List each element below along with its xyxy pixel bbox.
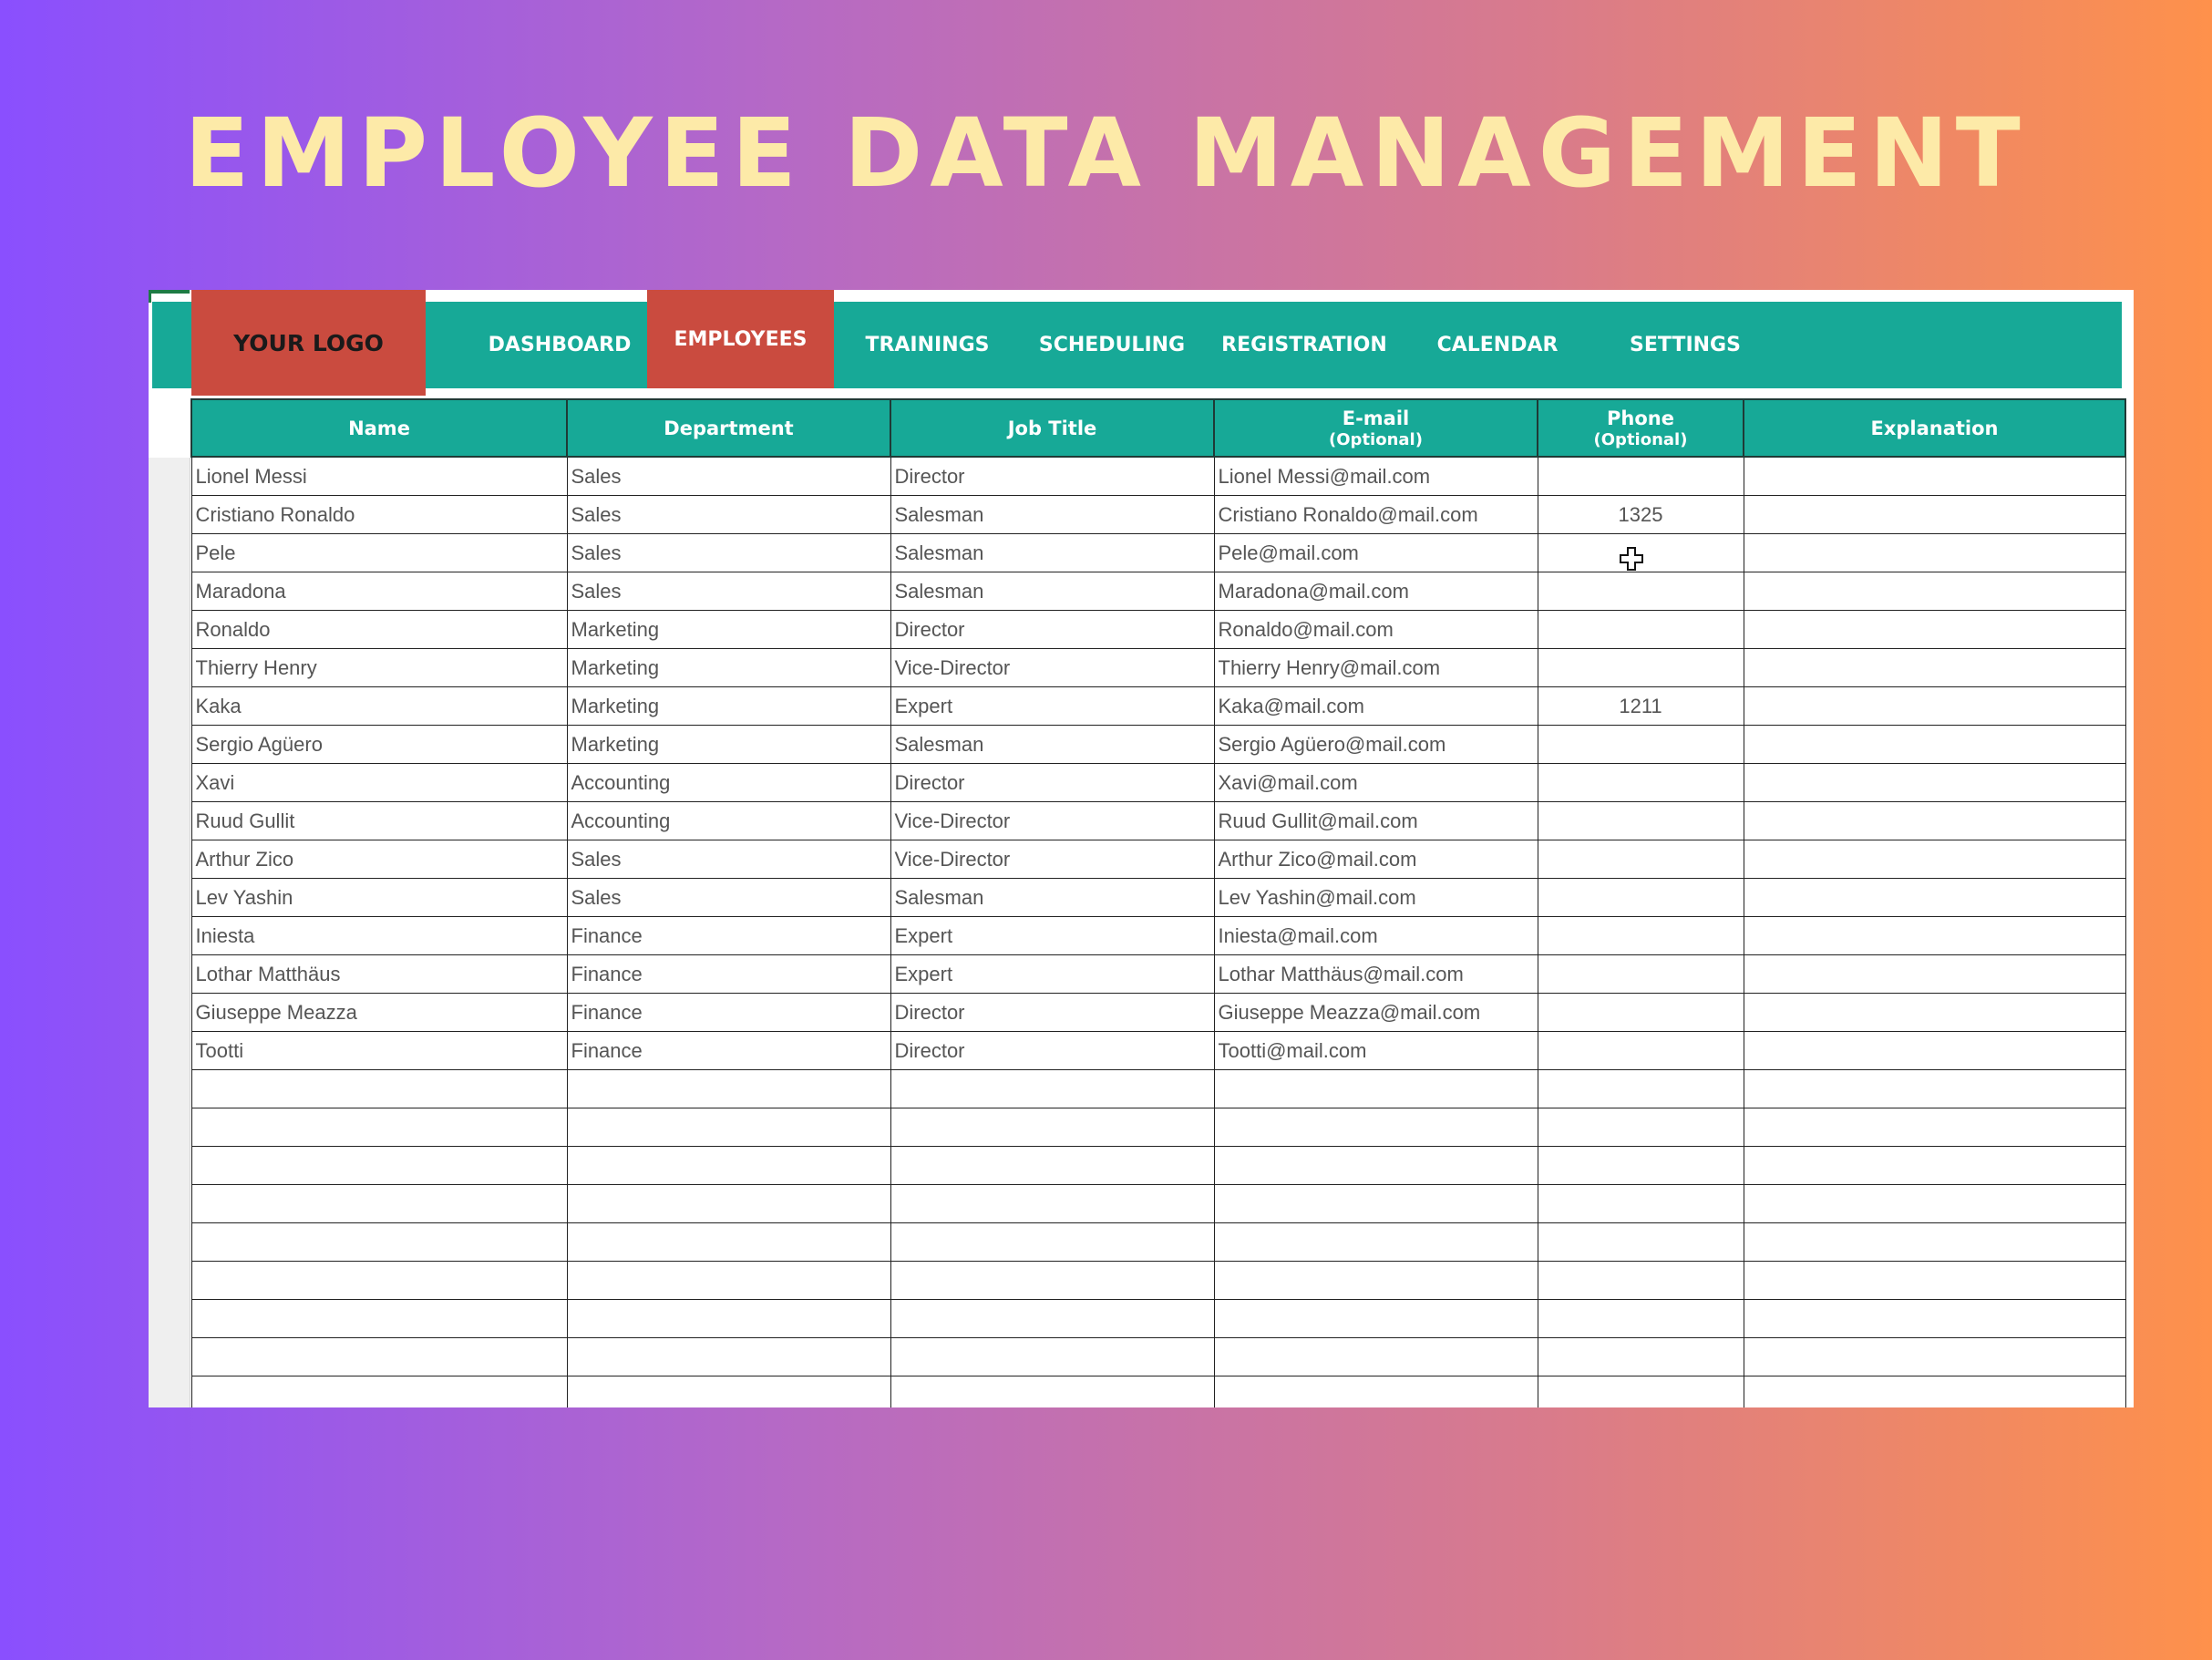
table-row <box>191 1032 2125 1070</box>
cell-explanation[interactable] <box>1744 572 2125 611</box>
empty-cell[interactable] <box>191 1376 567 1408</box>
table-row <box>191 534 2125 572</box>
cell-phone[interactable] <box>1538 917 1744 955</box>
empty-cell[interactable] <box>890 1223 1214 1262</box>
cell-email[interactable]: Thierry Henry@mail.com <box>1214 649 1538 687</box>
cell-email[interactable]: Tootti@mail.com <box>1214 1032 1538 1070</box>
cell-explanation[interactable] <box>1744 1032 2125 1070</box>
empty-cell[interactable] <box>890 1070 1214 1108</box>
empty-cell[interactable] <box>1214 1108 1538 1147</box>
cell-phone[interactable] <box>1538 994 1744 1032</box>
empty-cell[interactable] <box>1538 1147 1744 1185</box>
cell-department[interactable]: Sales <box>567 879 890 917</box>
empty-cell[interactable] <box>567 1262 890 1300</box>
empty-cell[interactable] <box>191 1108 567 1147</box>
empty-cell[interactable] <box>1744 1223 2125 1262</box>
cell-name[interactable]: Cristiano Ronaldo <box>191 496 567 534</box>
cell-explanation[interactable] <box>1744 687 2125 726</box>
empty-cell[interactable] <box>1538 1376 1744 1408</box>
empty-cell[interactable] <box>1214 1376 1538 1408</box>
table-row <box>191 764 2125 802</box>
cell-department[interactable]: Sales <box>567 534 890 572</box>
table-row <box>191 726 2125 764</box>
cell-name[interactable]: Ruud Gullit <box>191 802 567 840</box>
cell-explanation[interactable] <box>1744 994 2125 1032</box>
cell-department[interactable]: Sales <box>567 840 890 879</box>
cell-explanation[interactable] <box>1744 496 2125 534</box>
empty-cell[interactable] <box>567 1300 890 1338</box>
cell-name[interactable]: Xavi <box>191 764 567 802</box>
empty-cell[interactable] <box>1538 1262 1744 1300</box>
cell-name[interactable]: Tootti <box>191 1032 567 1070</box>
empty-cell[interactable] <box>1538 1223 1744 1262</box>
cell-job-title[interactable]: Vice-Director <box>890 649 1214 687</box>
empty-table-row <box>191 1262 2125 1300</box>
cell-job-title[interactable]: Salesman <box>890 726 1214 764</box>
header-row <box>191 399 2125 457</box>
cell-explanation[interactable] <box>1744 457 2125 496</box>
cell-department[interactable]: Marketing <box>567 611 890 649</box>
empty-cell[interactable] <box>191 1223 567 1262</box>
cell-department[interactable]: Sales <box>567 457 890 496</box>
header-label: Phone <box>1607 407 1674 429</box>
empty-table-row <box>191 1376 2125 1408</box>
cell-department[interactable]: Finance <box>567 1032 890 1070</box>
nav-scheduling[interactable]: SCHEDULING <box>1038 334 1186 356</box>
cell-phone[interactable] <box>1538 726 1744 764</box>
empty-cell[interactable] <box>1538 1300 1744 1338</box>
cell-job-title[interactable]: Director <box>890 1032 1214 1070</box>
empty-cell[interactable] <box>191 1262 567 1300</box>
table-row <box>191 802 2125 840</box>
column-header-phone[interactable] <box>1538 399 1744 457</box>
empty-table-row <box>191 1185 2125 1223</box>
empty-cell[interactable] <box>1744 1147 2125 1185</box>
cell-name[interactable]: Ronaldo <box>191 611 567 649</box>
empty-cell[interactable] <box>890 1108 1214 1147</box>
cell-name[interactable]: Arthur Zico <box>191 840 567 879</box>
cell-department[interactable]: Marketing <box>567 726 890 764</box>
cell-name[interactable]: Thierry Henry <box>191 649 567 687</box>
header-label: Job Title <box>1007 417 1097 439</box>
cell-job-title[interactable]: Salesman <box>890 572 1214 611</box>
cell-email[interactable]: Cristiano Ronaldo@mail.com <box>1214 496 1538 534</box>
nav-settings[interactable]: SETTINGS <box>1630 334 1741 356</box>
table-row <box>191 879 2125 917</box>
empty-cell[interactable] <box>890 1338 1214 1376</box>
table-row <box>191 840 2125 879</box>
cell-email[interactable]: Iniesta@mail.com <box>1214 917 1538 955</box>
cell-job-title[interactable]: Director <box>890 457 1214 496</box>
empty-cell[interactable] <box>567 1185 890 1223</box>
cell-phone[interactable] <box>1538 611 1744 649</box>
empty-table-row <box>191 1338 2125 1376</box>
cell-explanation[interactable] <box>1744 649 2125 687</box>
cell-email[interactable]: Sergio Agüero@mail.com <box>1214 726 1538 764</box>
empty-cell[interactable] <box>567 1070 890 1108</box>
empty-cell[interactable] <box>1214 1147 1538 1185</box>
empty-cell[interactable] <box>1744 1185 2125 1223</box>
employee-table-wrap <box>190 398 2126 1407</box>
empty-cell[interactable] <box>1538 1338 1744 1376</box>
table-row <box>191 994 2125 1032</box>
empty-cell[interactable] <box>567 1147 890 1185</box>
cell-phone[interactable] <box>1538 879 1744 917</box>
empty-cell[interactable] <box>1214 1262 1538 1300</box>
empty-table-row <box>191 1147 2125 1185</box>
empty-cell[interactable] <box>1214 1223 1538 1262</box>
cell-department[interactable]: Marketing <box>567 687 890 726</box>
cell-name[interactable]: Lionel Messi <box>191 457 567 496</box>
header-sublabel: (Optional) <box>1329 429 1423 449</box>
cell-phone[interactable]: 1211 <box>1538 687 1744 726</box>
empty-table-row <box>191 1300 2125 1338</box>
select-all-corner[interactable] <box>149 290 190 303</box>
cell-department[interactable]: Sales <box>567 572 890 611</box>
cell-job-title[interactable]: Director <box>890 994 1214 1032</box>
cell-job-title[interactable]: Expert <box>890 917 1214 955</box>
empty-cell[interactable] <box>1744 1070 2125 1108</box>
cell-job-title[interactable]: Vice-Director <box>890 840 1214 879</box>
empty-cell[interactable] <box>1538 1185 1744 1223</box>
cell-name[interactable]: Iniesta <box>191 917 567 955</box>
cell-explanation[interactable] <box>1744 917 2125 955</box>
empty-cell[interactable] <box>191 1338 567 1376</box>
cell-department[interactable]: Finance <box>567 917 890 955</box>
empty-cell[interactable] <box>1538 1070 1744 1108</box>
cell-phone[interactable] <box>1538 649 1744 687</box>
header-label: E-mail <box>1342 407 1410 429</box>
cell-name[interactable]: Kaka <box>191 687 567 726</box>
table-row <box>191 457 2125 496</box>
cell-phone[interactable] <box>1538 572 1744 611</box>
empty-cell[interactable] <box>1744 1300 2125 1338</box>
header-sublabel: (Optional) <box>1593 429 1688 449</box>
table-row <box>191 687 2125 726</box>
empty-cell[interactable] <box>1744 1262 2125 1300</box>
empty-cell[interactable] <box>1744 1376 2125 1408</box>
header-label: Name <box>348 417 410 439</box>
table-row <box>191 611 2125 649</box>
cell-name[interactable]: Giuseppe Meazza <box>191 994 567 1032</box>
empty-cell[interactable] <box>567 1108 890 1147</box>
nav-dashboard[interactable]: DASHBOARD <box>488 334 632 356</box>
row-header-gutter <box>149 458 190 1407</box>
cell-phone[interactable] <box>1538 955 1744 994</box>
cell-email[interactable]: Giuseppe Meazza@mail.com <box>1214 994 1538 1032</box>
nav-registration[interactable]: REGISTRATION <box>1221 334 1387 356</box>
empty-cell[interactable] <box>1538 1108 1744 1147</box>
table-row <box>191 496 2125 534</box>
cell-phone[interactable] <box>1538 457 1744 496</box>
cell-phone[interactable] <box>1538 802 1744 840</box>
empty-cell[interactable] <box>1214 1300 1538 1338</box>
empty-cell[interactable] <box>1744 1108 2125 1147</box>
cell-name[interactable]: Lothar Matthäus <box>191 955 567 994</box>
excel-cross-cursor-icon <box>1620 547 1643 571</box>
cell-job-title[interactable]: Expert <box>890 687 1214 726</box>
cell-explanation[interactable] <box>1744 879 2125 917</box>
cell-job-title[interactable]: Salesman <box>890 534 1214 572</box>
cell-email[interactable]: Arthur Zico@mail.com <box>1214 840 1538 879</box>
cell-email[interactable]: Lionel Messi@mail.com <box>1214 457 1538 496</box>
cell-email[interactable]: Ruud Gullit@mail.com <box>1214 802 1538 840</box>
empty-cell[interactable] <box>567 1223 890 1262</box>
cell-explanation[interactable] <box>1744 611 2125 649</box>
cell-job-title[interactable]: Salesman <box>890 496 1214 534</box>
empty-cell[interactable] <box>890 1185 1214 1223</box>
cell-name[interactable]: Maradona <box>191 572 567 611</box>
empty-cell[interactable] <box>1744 1338 2125 1376</box>
table-row <box>191 917 2125 955</box>
empty-cell[interactable] <box>890 1262 1214 1300</box>
empty-cell[interactable] <box>567 1338 890 1376</box>
nav-trainings[interactable]: TRAININGS <box>865 334 990 356</box>
empty-cell[interactable] <box>890 1300 1214 1338</box>
cell-explanation[interactable] <box>1744 802 2125 840</box>
cell-email[interactable]: Pele@mail.com <box>1214 534 1538 572</box>
cell-department[interactable]: Marketing <box>567 649 890 687</box>
cell-phone[interactable] <box>1538 764 1744 802</box>
empty-cell[interactable] <box>191 1147 567 1185</box>
cell-email[interactable]: Maradona@mail.com <box>1214 572 1538 611</box>
empty-table-row <box>191 1223 2125 1262</box>
cell-explanation[interactable] <box>1744 764 2125 802</box>
header-label: Explanation <box>1870 417 1999 439</box>
cell-name[interactable]: Sergio Agüero <box>191 726 567 764</box>
cell-job-title[interactable]: Salesman <box>890 879 1214 917</box>
column-header-email[interactable] <box>1214 399 1538 457</box>
table-row <box>191 955 2125 994</box>
empty-table-row <box>191 1108 2125 1147</box>
column-header-explanation[interactable] <box>1744 399 2125 457</box>
empty-cell[interactable] <box>890 1376 1214 1408</box>
empty-cell[interactable] <box>191 1070 567 1108</box>
cell-department[interactable]: Finance <box>567 955 890 994</box>
nav-calendar[interactable]: CALENDAR <box>1436 334 1559 356</box>
column-header-department[interactable] <box>567 399 890 457</box>
cell-department[interactable]: Sales <box>567 496 890 534</box>
cell-email[interactable]: Lothar Matthäus@mail.com <box>1214 955 1538 994</box>
table-row <box>191 572 2125 611</box>
nav-employees[interactable]: EMPLOYEES <box>647 290 834 388</box>
cell-phone[interactable] <box>1538 840 1744 879</box>
empty-cell[interactable] <box>1214 1338 1538 1376</box>
logo-placeholder[interactable]: YOUR LOGO <box>191 290 426 396</box>
cell-phone[interactable]: 1325 <box>1538 496 1744 534</box>
cell-job-title[interactable]: Expert <box>890 955 1214 994</box>
empty-cell[interactable] <box>191 1300 567 1338</box>
empty-table-row <box>191 1070 2125 1108</box>
empty-cell[interactable] <box>191 1185 567 1223</box>
cell-email[interactable]: Kaka@mail.com <box>1214 687 1538 726</box>
page-title: EMPLOYEE DATA MANAGEMENT <box>184 98 2028 209</box>
column-header-job-title[interactable] <box>890 399 1214 457</box>
cell-email[interactable]: Xavi@mail.com <box>1214 764 1538 802</box>
empty-cell[interactable] <box>890 1147 1214 1185</box>
employee-table <box>190 398 2126 1407</box>
cell-email[interactable]: Lev Yashin@mail.com <box>1214 879 1538 917</box>
cell-email[interactable]: Ronaldo@mail.com <box>1214 611 1538 649</box>
table-row <box>191 649 2125 687</box>
cell-name[interactable]: Lev Yashin <box>191 879 567 917</box>
spreadsheet-window <box>149 290 2134 1407</box>
cell-job-title[interactable]: Director <box>890 764 1214 802</box>
cell-department[interactable]: Accounting <box>567 764 890 802</box>
column-header-name[interactable] <box>191 399 567 457</box>
empty-cell[interactable] <box>1214 1185 1538 1223</box>
cell-job-title[interactable]: Director <box>890 611 1214 649</box>
header-label: Department <box>664 417 794 439</box>
cell-explanation[interactable] <box>1744 534 2125 572</box>
cell-explanation[interactable] <box>1744 726 2125 764</box>
cell-department[interactable]: Finance <box>567 994 890 1032</box>
cell-explanation[interactable] <box>1744 840 2125 879</box>
empty-cell[interactable] <box>1214 1070 1538 1108</box>
cell-job-title[interactable]: Vice-Director <box>890 802 1214 840</box>
cell-phone[interactable] <box>1538 1032 1744 1070</box>
table-body <box>191 457 2125 1407</box>
cell-department[interactable]: Accounting <box>567 802 890 840</box>
cell-name[interactable]: Pele <box>191 534 567 572</box>
empty-cell[interactable] <box>567 1376 890 1408</box>
cell-explanation[interactable] <box>1744 955 2125 994</box>
